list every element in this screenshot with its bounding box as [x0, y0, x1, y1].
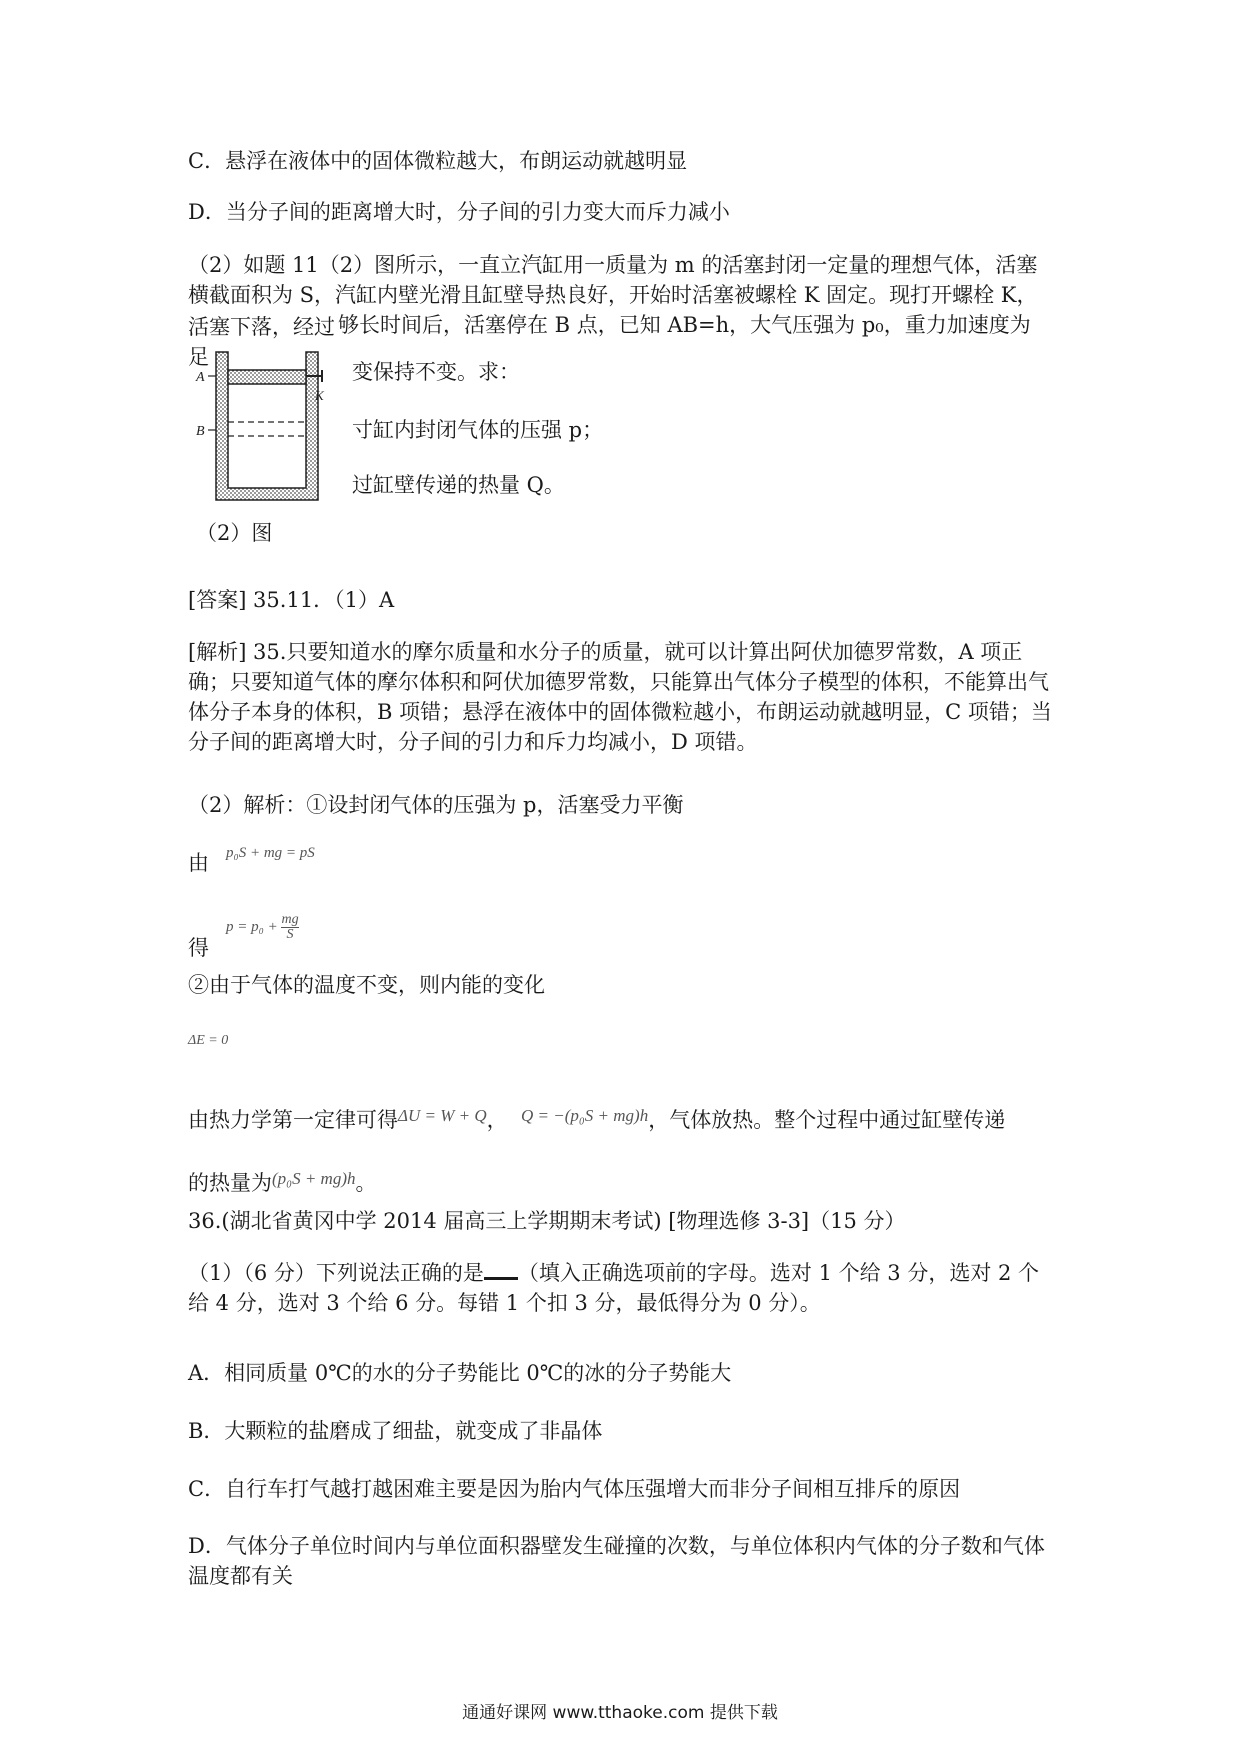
solution-get: 得	[188, 936, 209, 960]
q36-option-a: A．相同质量 0℃的水的分子势能比 0℃的冰的分子势能大	[188, 1361, 732, 1385]
equation-heat: Q = −(p₀S + mg)h	[521, 1106, 649, 1125]
solution-by: 由	[188, 851, 209, 875]
option-c-prev: C．悬浮在液体中的固体微粒越大，布朗运动就越明显	[188, 149, 688, 173]
label-k: K	[315, 388, 324, 403]
first-law-line: 由热力学第一定律可得$^{\Delta U = W + Q}$， $^{Q = -(p_0S + mg)h}$，气体放热。整个过程中通过缸壁传递	[188, 1106, 1006, 1132]
footer: 通通好课网 www.tthaoke.com 提供下载	[462, 1703, 778, 1723]
option-d-prev: D．当分子间的距离增大时，分子间的引力变大而斥力减小	[188, 200, 730, 224]
answer-blank	[484, 1259, 518, 1280]
q36-title: 36.(湖北省黄冈中学 2014 届高三上学期期末考试) [物理选修 3-3]（15 分）	[188, 1209, 906, 1233]
q2-line2: 横截面积为 S，汽缸内壁光滑且缸壁导热良好，开始时活塞被螺栓 K 固定。现打开螺栓 K，	[188, 283, 1038, 307]
equation-first-law: ΔU = W + Q	[398, 1106, 487, 1125]
q2-line6: 过缸壁传递的热量 Q。	[352, 473, 565, 497]
analysis: [解析] 35.只要知道水的摩尔质量和水分子的质量，就可以计算出阿伏加德罗常数，A 项正确；只要知道气体的摩尔体积和阿伏加德罗常数，只能算出气体分子模型的体积，不能算出气体分子本身的体积，B 项错；悬浮在液体中的固体微粒越小，布朗运动就越明显，C 项错；当分子间的距离增大时，分子间的引力和斥力均减小，D 项错。	[188, 640, 1052, 754]
equation-heat-result: (p₀S + mg)h	[272, 1169, 356, 1188]
equation-force-balance: p₀S + mg = pS	[226, 845, 315, 861]
q36-stem: （1）（6 分）下列说法正确的是 （填入正确选项前的字母。选对 1 个给 3 分，选对 2 个给 4 分，选对 3 个给 6 分。每错 1 个扣 3 分，最低得分为 0 分）。	[188, 1261, 1040, 1315]
figure-caption: （2）图	[196, 521, 273, 545]
q2-line1: （2）如题 11（2）图所示，一直立汽缸用一质量为 m 的活塞封闭一定量的理想气体，活塞	[188, 253, 1038, 277]
equation-pressure: p = p₀ + $\frac{mg}{S}$	[226, 911, 299, 942]
q2-line3-cut: 活塞下落，经过足	[188, 315, 335, 369]
label-a: A	[196, 370, 205, 385]
q2-line3: 够长时间后，活塞停在 B 点，已知 AB=h，大气压强为 p₀，重力加速度为	[338, 313, 1031, 337]
equation-energy: ΔE = 0	[188, 1033, 229, 1048]
answer: [答案] 35.11．（1）A	[188, 588, 395, 612]
solution-intro: （2）解析：①设封闭气体的压强为 p，活塞受力平衡	[188, 793, 684, 817]
solution-step2: ②由于气体的温度不变，则内能的变化	[188, 973, 545, 997]
piston	[228, 370, 306, 384]
heat-result-line: 的热量为$^{(p_0S + mg)h}$。	[188, 1169, 377, 1195]
cylinder-diagram	[196, 350, 328, 510]
q36-option-c: C．自行车打气越打越困难主要是因为胎内气体压强增大而非分子间相互排斥的原因	[188, 1477, 961, 1501]
label-b: B	[196, 424, 205, 439]
q36-option-b: B．大颗粒的盐磨成了细盐，就变成了非晶体	[188, 1419, 603, 1443]
q36-option-d: D．气体分子单位时间内与单位面积器壁发生碰撞的次数，与单位体积内气体的分子数和气体温度都有关	[188, 1534, 1045, 1588]
q2-line5: 寸缸内封闭气体的压强 p；	[352, 418, 604, 442]
q2-line4: 变保持不变。求：	[352, 360, 520, 384]
